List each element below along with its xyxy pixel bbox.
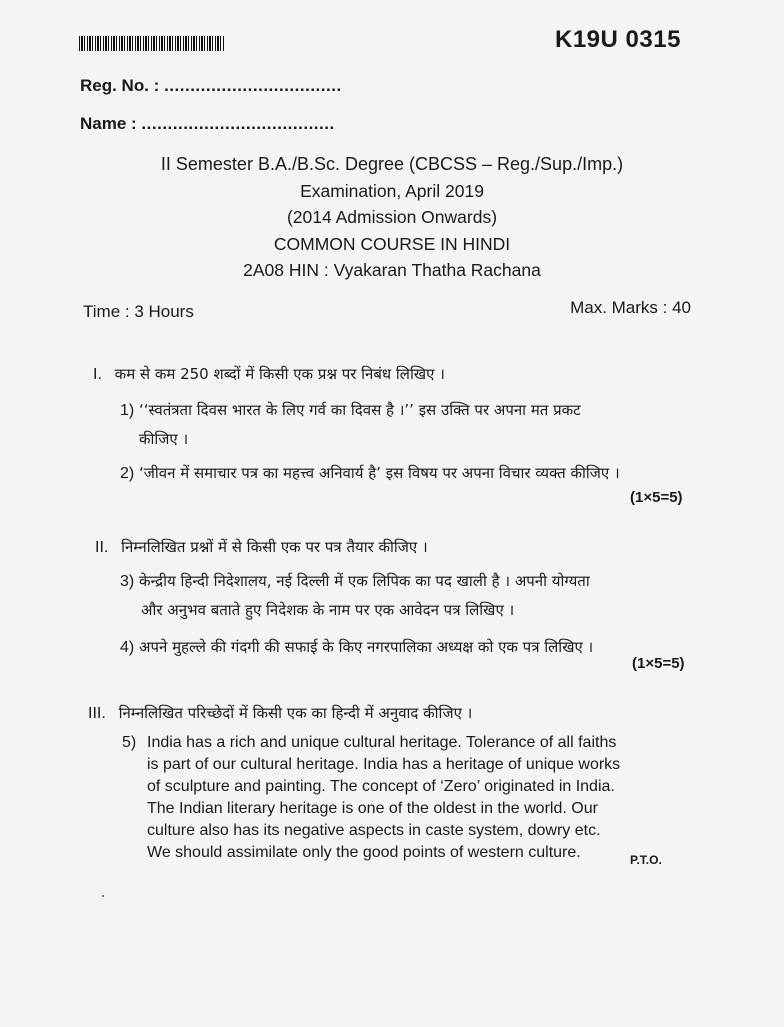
- question-3-text-line2: और अनुभव बताते हुए निदेशक के नाम पर एक आवेदन पत्र लिखिए ।: [141, 601, 515, 619]
- reg-no-field: [80, 76, 342, 96]
- examination-line: Examination, April 2019: [300, 180, 484, 201]
- question-2: [120, 458, 620, 489]
- name-label: Name :: [80, 114, 137, 133]
- section-1-numeral: I.: [93, 366, 102, 383]
- name-field: [80, 114, 335, 134]
- passage-line: of sculpture and painting. The concept of ‘Zero’ originated in India.: [147, 778, 615, 795]
- question-5-number-text: 5): [122, 734, 137, 751]
- passage-line: The Indian literary heritage is one of the oldest in the world. Our: [147, 800, 598, 817]
- max-marks-label: Max. Marks : 40: [570, 298, 691, 317]
- paper-title-line: 2A08 HIN : Vyakaran Thatha Rachana: [243, 260, 541, 280]
- course-line: COMMON COURSE IN HINDI: [273, 233, 511, 254]
- semester-line: II Semester B.A./B.Sc. Degree (CBCSS – Reg./Sup./Imp.): [160, 154, 624, 174]
- exam-heading: [0, 151, 784, 284]
- section-3-heading: [88, 703, 472, 723]
- passage-line: is part of our cultural heritage. India has a heritage of unique works: [147, 756, 621, 773]
- question-3: [120, 566, 590, 597]
- section-3-instruction: निम्नलिखित परिच्छेदों में किसी एक का हिन्दी में अनुवाद कीजिए ।: [118, 704, 473, 722]
- question-3-number: 3): [120, 573, 135, 590]
- section-1-marks: (1×5=5): [630, 489, 683, 506]
- question-5-passage: [147, 732, 672, 864]
- question-1-number: 1): [120, 402, 135, 419]
- scan-speck: [102, 895, 104, 897]
- section-2-heading: [95, 537, 428, 557]
- section-2-numeral: II.: [95, 539, 109, 556]
- section-1-instruction: कम से कम 250 शब्दों में किसी एक प्रश्न पर निबंध लिखिए ।: [114, 365, 445, 383]
- question-1-text-line2: कीजिए ।: [139, 430, 189, 448]
- question-4-text: अपने मुहल्ले की गंदगी की सफाई के किए नगरपालिका अध्यक्ष को एक पत्र लिखिए ।: [139, 638, 594, 656]
- time-label: Time : 3 Hours: [83, 302, 194, 321]
- section-3-numeral: III.: [88, 705, 106, 722]
- passage-line: culture also has its negative aspects in caste system, dowry etc.: [147, 822, 601, 839]
- question-2-number: 2): [120, 465, 135, 482]
- question-1-text-line1: ‘‘स्वतंत्रता दिवस भारत के लिए गर्व का दिवस है ।’’ इस उक्ति पर अपना मत प्रकट: [139, 401, 581, 419]
- admission-line: (2014 Admission Onwards): [286, 207, 498, 227]
- question-2-text: ‘जीवन में समाचार पत्र का महत्त्व अनिवार्य है’ इस विषय पर अपना विचार व्यक्त कीजिए ।: [139, 464, 620, 482]
- name-dots: .....................................: [141, 114, 335, 133]
- question-1: [120, 395, 581, 426]
- question-4-number: 4): [120, 639, 135, 656]
- section-1-heading: [93, 364, 445, 384]
- paper-code: K19U 0315: [555, 26, 681, 53]
- reg-no-label: Reg. No. :: [80, 76, 160, 95]
- question-5-number: [122, 727, 136, 758]
- reg-no-dots: ..................................: [164, 76, 342, 95]
- question-3-text-line1: केन्द्रीय हिन्दी निदेशालय, नई दिल्ली में एक लिपिक का पद खाली है । अपनी योग्यता: [139, 572, 590, 590]
- section-2-marks: (1×5=5): [632, 655, 685, 672]
- passage-line: We should assimilate only the good points of western culture.: [147, 844, 581, 861]
- question-4: [120, 632, 593, 663]
- barcode: [79, 36, 224, 51]
- passage-line: India has a rich and unique cultural heritage. Tolerance of all faiths: [147, 734, 617, 751]
- pto-label: P.T.O.: [630, 853, 662, 867]
- section-2-instruction: निम्नलिखित प्रश्नों में से किसी एक पर पत्र तैयार कीजिए ।: [121, 538, 428, 556]
